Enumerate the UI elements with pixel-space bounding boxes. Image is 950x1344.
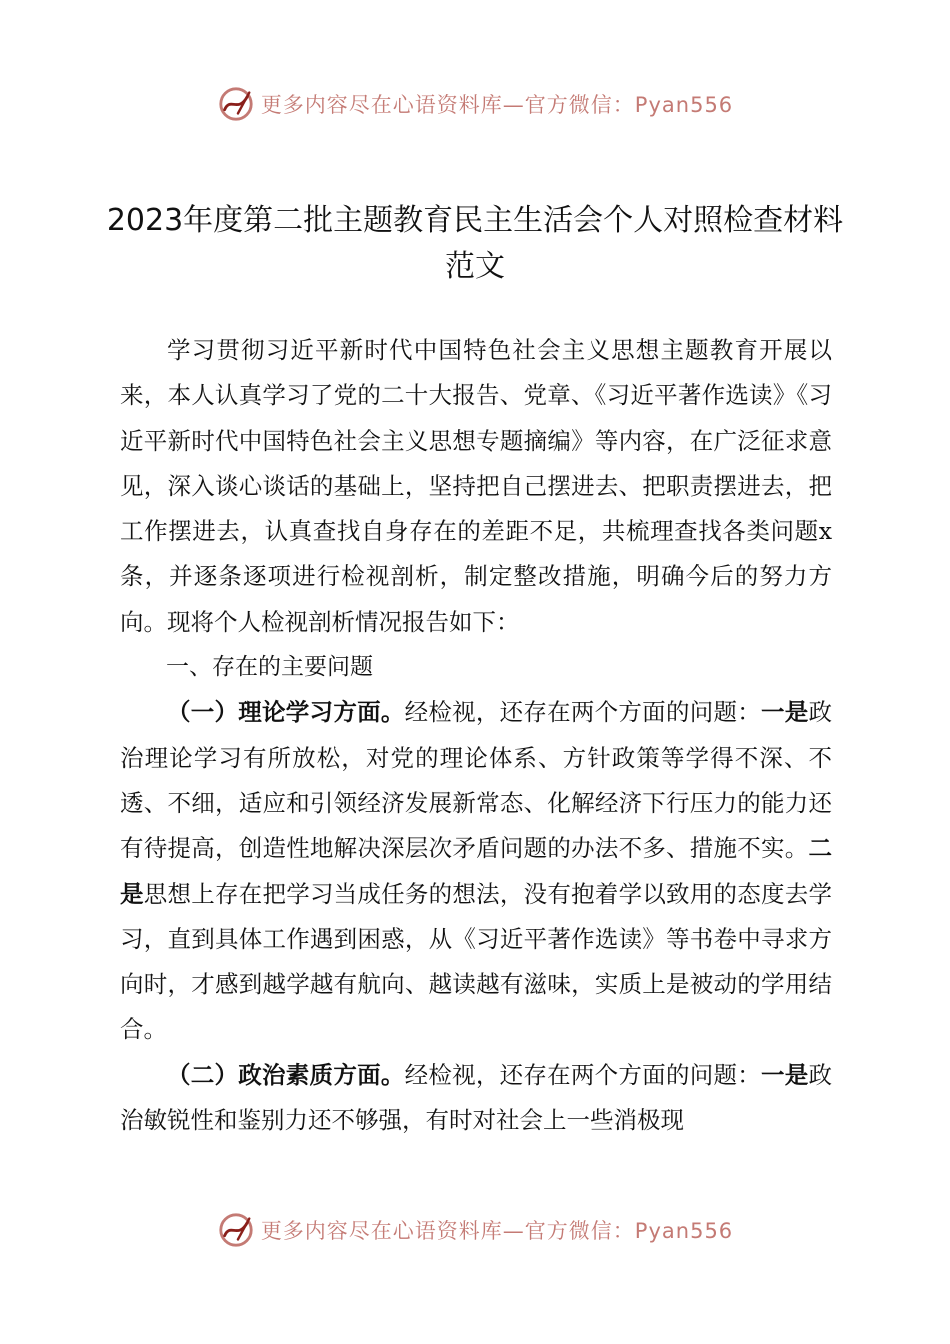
part-label: （一）理论学习方面。 bbox=[167, 698, 405, 727]
item-text: 政治理论学习有所放松，对党的理论体系、方针政策等学得不深、不透、不细，适应和引领经济发展新常态、化解经济下行压力的能力还有待提高，创造性地解决深层次矛盾问题的办法不多、措施不实。 bbox=[120, 698, 833, 863]
signature-seal-icon bbox=[217, 85, 255, 123]
item-text: 思想上存在把学习当成任务的想法，没有抱着学以致用的态度去学习，直到具体工作遇到困惑，从《习近平著作选读》等书卷中寻求方向时，才感到越学越有航向、越读越有滋味，实质上是被动的学用结合。 bbox=[120, 879, 833, 1044]
intro-paragraph: 学习贯彻习近平新时代中国特色社会主义思想主题教育开展以来，本人认真学习了党的二十大报告、党章、《习近平著作选读》《习近平新时代中国特色社会主义思想专题摘编》等内容，在广泛征求意见，深入谈心谈话的基础上，坚持把自己摆进去、把职责摆进去，把工作摆进去，认真查找自身存在的差距不足，共梳理查找各类问题x条，并逐条逐项进行检视剖析，制定整改措施，明确今后的努力方向。现将个人检视剖析情况报告如下： bbox=[120, 336, 832, 636]
watermark-text: 更多内容尽在心语资料库—官方微信：Pyan556 bbox=[260, 93, 734, 117]
item-label: 二是 bbox=[120, 834, 832, 908]
watermark-banner-top bbox=[0, 84, 950, 124]
document-body bbox=[120, 328, 832, 1143]
watermark-text: 更多内容尽在心语资料库—官方微信：Pyan556 bbox=[260, 1219, 734, 1243]
part-label: （二）政治素质方面。 bbox=[167, 1060, 405, 1089]
part-text: 经检视，还存在两个方面的问题： bbox=[404, 1060, 761, 1089]
section-heading: 一、存在的主要问题 bbox=[166, 654, 373, 681]
item-text: 政治敏锐性和鉴别力还不够强，有时对社会上一些消极现 bbox=[120, 1060, 833, 1135]
document-title: 2023年度第二批主题教育民主生活会个人对照检查材料范文 bbox=[106, 203, 844, 284]
item-label: 一是 bbox=[760, 698, 809, 727]
watermark-banner-bottom bbox=[0, 1210, 950, 1250]
item-label: 一是 bbox=[760, 1060, 809, 1089]
signature-seal-icon bbox=[217, 1211, 255, 1249]
theory-study-paragraph bbox=[120, 690, 832, 1052]
political-quality-paragraph bbox=[120, 1053, 832, 1144]
part-text: 经检视，还存在两个方面的问题： bbox=[404, 698, 761, 727]
